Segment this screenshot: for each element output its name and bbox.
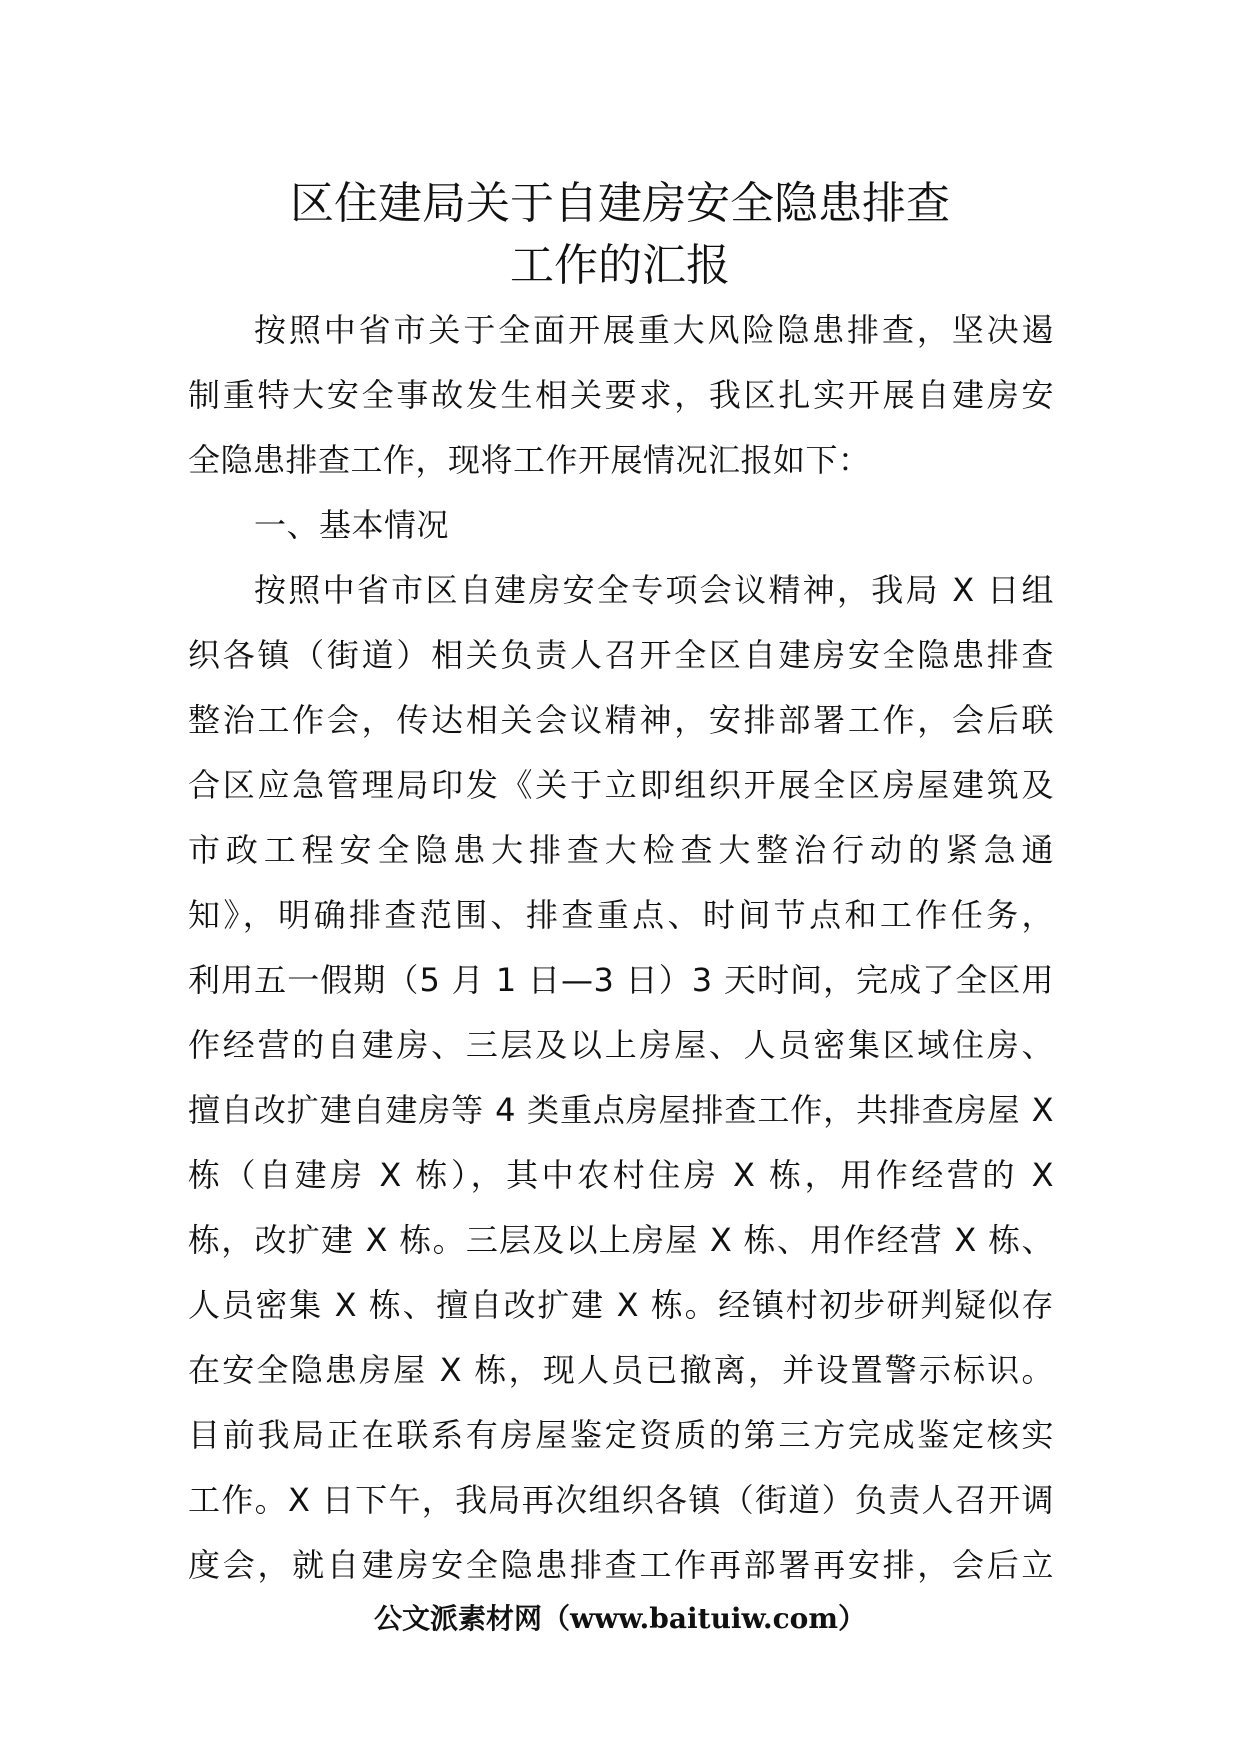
body-line: 目前我局正在联系有房屋鉴定资质的第三方完成鉴定核实	[188, 1416, 1054, 1454]
body-line: 栋（自建房 X 栋），其中农村住房 X 栋，用作经营的 X	[188, 1156, 1054, 1194]
body-line: 市政工程安全隐患大排查大检查大整治行动的紧急通	[188, 831, 1054, 869]
body-line: 知》，明确排查范围、排查重点、时间节点和工作任务，	[188, 896, 1054, 934]
body-line: 人员密集 X 栋、擅自改扩建 X 栋。经镇村初步研判疑似存	[188, 1286, 1054, 1324]
body-line: 作经营的自建房、三层及以上房屋、人员密集区域住房、	[188, 1026, 1054, 1064]
body-line: 合区应急管理局印发《关于立即组织开展全区房屋建筑及	[188, 766, 1054, 804]
body-line: 工作。X 日下午，我局再次组织各镇（街道）负责人召开调	[188, 1481, 1054, 1519]
body-line: 制重特大安全事故发生相关要求，我区扎实开展自建房安	[188, 376, 1054, 414]
body-line: 擅自改扩建自建房等 4 类重点房屋排查工作，共排查房屋 X	[188, 1091, 1054, 1129]
body-line: 利用五一假期（5 月 1 日—3 日）3 天时间，完成了全区用	[188, 961, 1054, 999]
body-line: 整治工作会，传达相关会议精神，安排部署工作，会后联	[188, 701, 1054, 739]
body-line: 全隐患排查工作，现将工作开展情况汇报如下：	[188, 441, 871, 479]
document-title-line-2: 工作的汇报	[510, 240, 730, 291]
document-title-line-1: 区住建局关于自建房安全隐患排查	[290, 178, 950, 229]
body-line: 在安全隐患房屋 X 栋，现人员已撤离，并设置警示标识。	[188, 1351, 1054, 1389]
footer-watermark: 公文派素材网（www.baituiw.com）	[374, 1602, 866, 1635]
document-body	[188, 298, 1054, 1598]
body-line: 按照中省市区自建房安全专项会议精神，我局 X 日组	[254, 571, 1054, 609]
section-heading: 一、基本情况	[254, 506, 450, 544]
body-line: 栋，改扩建 X 栋。三层及以上房屋 X 栋、用作经营 X 栋、	[188, 1221, 1054, 1259]
body-line: 按照中省市关于全面开展重大风险隐患排查，坚决遏	[254, 311, 1054, 349]
body-line: 织各镇（街道）相关负责人召开全区自建房安全隐患排查	[188, 636, 1054, 674]
body-line: 度会，就自建房安全隐患排查工作再部署再安排，会后立	[188, 1546, 1054, 1584]
